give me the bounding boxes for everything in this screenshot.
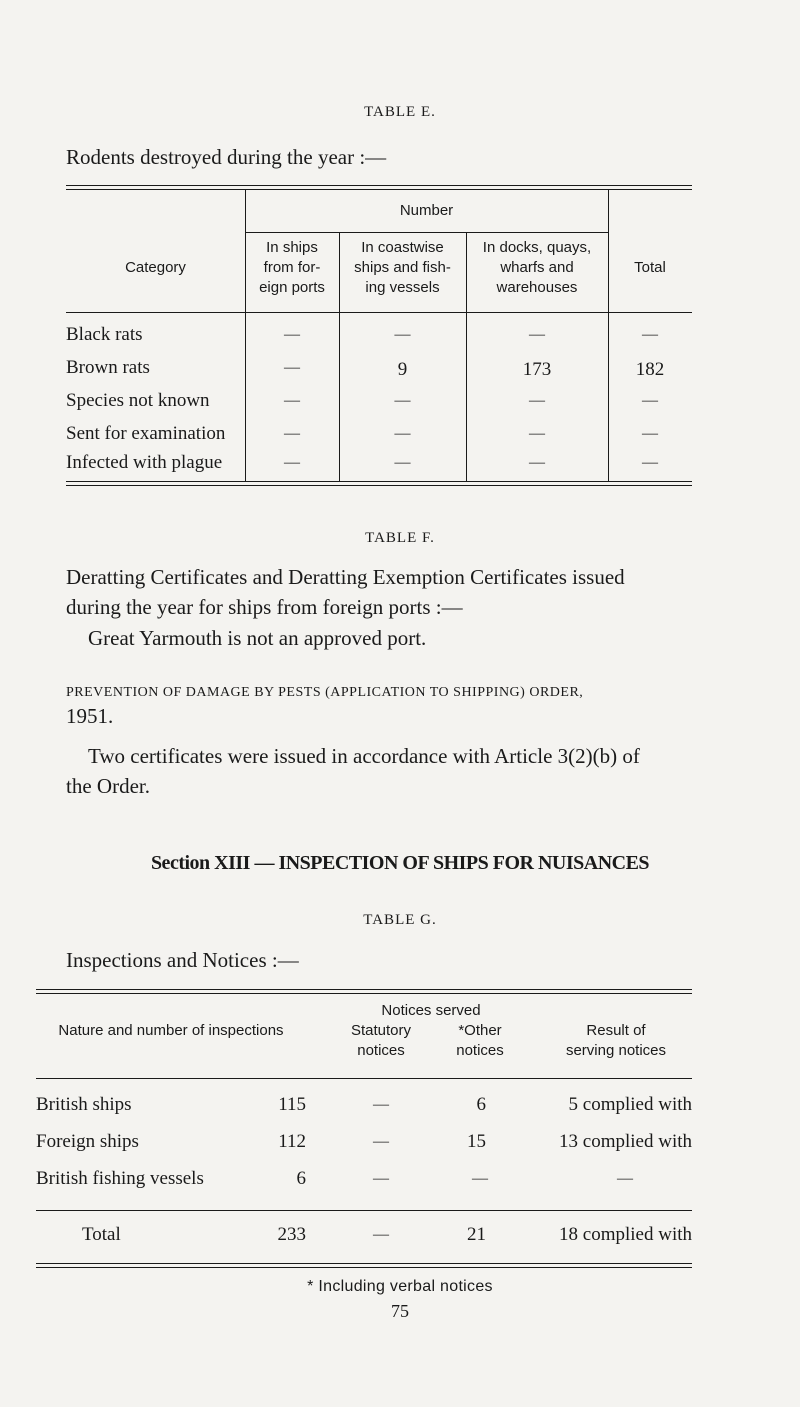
total-other: 21 [467, 1224, 486, 1245]
row-number: 115 [278, 1094, 306, 1115]
row-result: 13 complied with [559, 1131, 692, 1152]
table-g-label: TABLE G. [363, 912, 437, 928]
row-category: Brown rats [66, 357, 150, 378]
header-line: warehouses [496, 279, 578, 296]
table-e-label: TABLE E. [364, 104, 436, 120]
header-line: notices [456, 1042, 504, 1059]
row-foreign: — [284, 392, 300, 409]
header-line: from for- [263, 259, 321, 276]
row-foreign: — [284, 326, 300, 343]
section-title: Section XIII — INSPECTION OF SHIPS FOR NUISANCES [150, 852, 650, 874]
row-docks: 173 [522, 359, 552, 380]
table-g-caption: Inspections and Notices :— [66, 948, 299, 972]
row-docks: — [529, 454, 545, 471]
header-line: In docks, quays, [482, 239, 592, 256]
row-other: 15 [467, 1131, 486, 1152]
row-total: 182 [635, 359, 665, 380]
row-number: 112 [278, 1131, 306, 1152]
table-f-note: Great Yarmouth is not an approved port. [88, 626, 427, 650]
row-category: Black rats [66, 324, 143, 345]
page-number: 75 [391, 1301, 409, 1321]
row-total: — [642, 392, 658, 409]
table-f-label: TABLE F. [365, 530, 435, 546]
heading-line: PREVENTION OF DAMAGE BY PESTS (APPLICATION TO SHIPPING) ORDER, [66, 685, 584, 700]
table-e-header-category: Category [125, 259, 186, 276]
row-coastwise: — [394, 454, 411, 471]
row-foreign: — [284, 359, 300, 376]
table-row [0, 1164, 800, 1200]
row-foreign: — [284, 454, 300, 471]
row-coastwise: 9 [397, 359, 408, 380]
row-other: — [472, 1170, 488, 1187]
row-statutory: — [373, 1096, 389, 1113]
table-g-header-statutory [336, 1021, 426, 1061]
row-category: Species not known [66, 390, 210, 411]
table-g-header-result [540, 1021, 692, 1061]
header-line: notices [357, 1042, 405, 1059]
row-total: — [642, 326, 658, 343]
row-result: — [617, 1170, 633, 1187]
table-e-header-number: Number [399, 202, 454, 219]
row-nature: Foreign ships [36, 1131, 139, 1152]
table-g-header-nature: Nature and number of inspections [58, 1022, 284, 1039]
text-line: Deratting Certificates and Deratting Exemption Certificates issued [66, 565, 625, 589]
header-line: Result of [586, 1022, 646, 1039]
row-number: 6 [296, 1168, 306, 1189]
row-coastwise: — [394, 326, 411, 343]
header-line: eign ports [259, 279, 325, 296]
header-line: In coastwise [361, 239, 444, 256]
text-line: Two certificates were issued in accordance with Article 3(2)(b) of [88, 744, 640, 768]
row-nature: British ships [36, 1094, 132, 1115]
text-line: the Order. [66, 774, 150, 798]
total-label: Total [82, 1224, 121, 1245]
table-e-caption: Rodents destroyed during the year :— [66, 145, 387, 169]
total-statutory: — [373, 1226, 389, 1243]
row-result: 5 complied with [568, 1094, 692, 1115]
row-docks: — [529, 425, 545, 442]
row-docks: — [529, 392, 545, 409]
row-coastwise: — [394, 425, 411, 442]
header-line: ing vessels [365, 279, 440, 296]
header-line: ships and fish- [354, 259, 451, 276]
header-line: Statutory [350, 1022, 412, 1039]
header-line: *Other [458, 1022, 502, 1039]
header-line: serving notices [565, 1042, 667, 1059]
table-total-row [0, 1220, 800, 1256]
table-row [0, 1090, 800, 1126]
total-number: 233 [277, 1224, 306, 1245]
row-statutory: — [373, 1133, 389, 1150]
row-category: Sent for examination [66, 423, 226, 444]
heading-line: 1951. [66, 704, 114, 728]
table-g-footnote: * Including verbal notices [307, 1278, 493, 1295]
row-other: 6 [476, 1094, 486, 1115]
row-total: — [642, 454, 658, 471]
header-line: In ships [266, 239, 318, 256]
text-line: during the year for ships from foreign ports :— [66, 595, 463, 619]
table-e-header-total: Total [634, 259, 666, 276]
row-foreign: — [284, 425, 300, 442]
row-docks: — [529, 326, 545, 343]
table-row [0, 1127, 800, 1163]
row-category: Infected with plague [66, 452, 223, 473]
table-g-header-notices-served: Notices served [381, 1002, 481, 1019]
row-coastwise: — [394, 392, 411, 409]
row-nature: British fishing vessels [36, 1168, 204, 1189]
header-line: wharfs and [500, 259, 574, 276]
row-total: — [642, 425, 658, 442]
row-statutory: — [373, 1170, 389, 1187]
table-g-header-other [430, 1021, 530, 1061]
total-result: 18 complied with [559, 1224, 692, 1245]
